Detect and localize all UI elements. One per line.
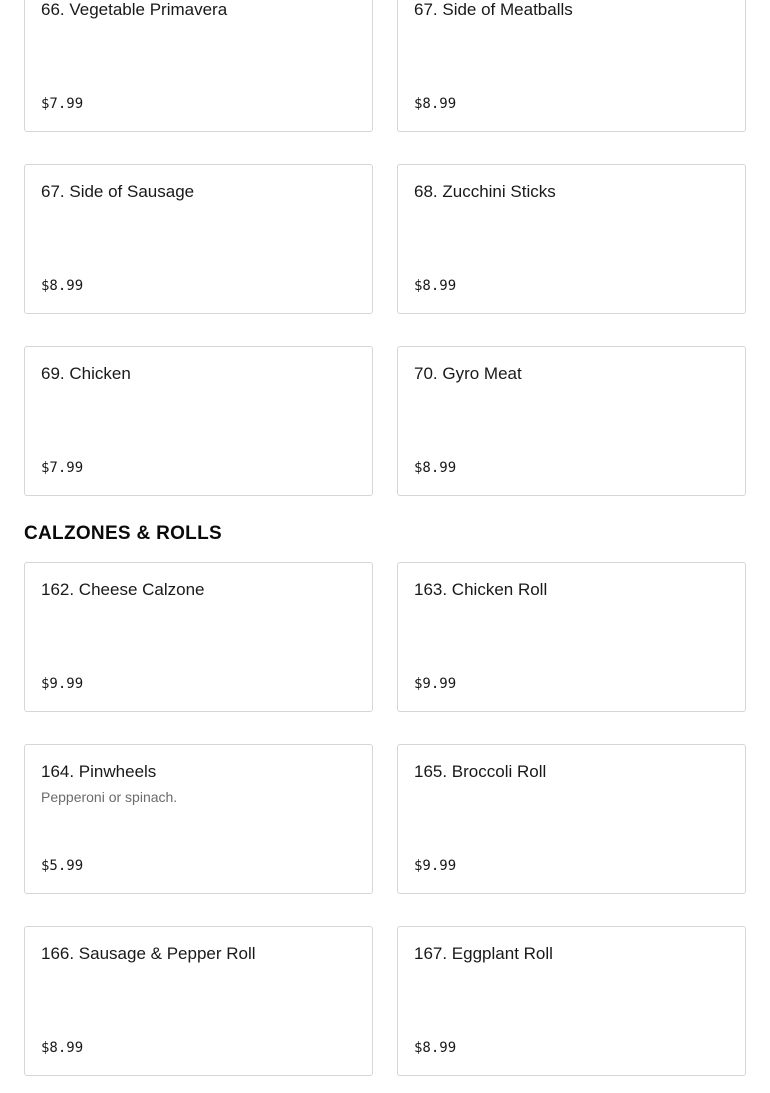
menu-grid-calzones-rolls <box>0 562 770 1076</box>
menu-item-card[interactable] <box>397 346 746 496</box>
menu-item-card[interactable] <box>24 0 373 132</box>
item-price: $8.99 <box>41 1040 84 1056</box>
item-name: 66. Vegetable Primavera <box>41 0 228 19</box>
item-price: $7.99 <box>41 460 84 476</box>
item-description: Pepperoni or spinach. <box>41 789 178 805</box>
item-price: $8.99 <box>414 1040 457 1056</box>
item-name: 70. Gyro Meat <box>414 364 522 383</box>
section-title-calzones-rolls: CALZONES & ROLLS <box>24 523 222 544</box>
item-price: $8.99 <box>41 278 84 294</box>
item-name: 164. Pinwheels <box>41 762 157 781</box>
item-price: $8.99 <box>414 460 457 476</box>
item-price: $9.99 <box>41 676 84 692</box>
item-name: 167. Eggplant Roll <box>414 944 553 963</box>
item-name: 67. Side of Sausage <box>41 182 195 201</box>
menu-item-card[interactable] <box>397 744 746 894</box>
item-name: 68. Zucchini Sticks <box>414 182 556 201</box>
menu-item-card[interactable] <box>397 0 746 132</box>
item-price: $8.99 <box>414 278 457 294</box>
menu-item-card[interactable] <box>24 164 373 314</box>
item-price: $9.99 <box>414 858 457 874</box>
menu-grid-sides <box>0 0 770 496</box>
item-name: 162. Cheese Calzone <box>41 580 205 599</box>
item-price: $8.99 <box>414 96 457 112</box>
item-name: 69. Chicken <box>41 364 131 383</box>
item-name: 163. Chicken Roll <box>414 580 548 599</box>
menu-item-card[interactable] <box>24 744 373 894</box>
item-name: 166. Sausage & Pepper Roll <box>41 944 256 963</box>
item-price: $5.99 <box>41 858 84 874</box>
menu-item-card[interactable] <box>24 926 373 1076</box>
item-price: $7.99 <box>41 96 84 112</box>
item-name: 67. Side of Meatballs <box>414 0 573 19</box>
item-name: 165. Broccoli Roll <box>414 762 547 781</box>
menu-item-card[interactable] <box>397 562 746 712</box>
menu-item-card[interactable] <box>397 926 746 1076</box>
menu-item-card[interactable] <box>24 346 373 496</box>
menu-item-card[interactable] <box>397 164 746 314</box>
menu-item-card[interactable] <box>24 562 373 712</box>
item-price: $9.99 <box>414 676 457 692</box>
